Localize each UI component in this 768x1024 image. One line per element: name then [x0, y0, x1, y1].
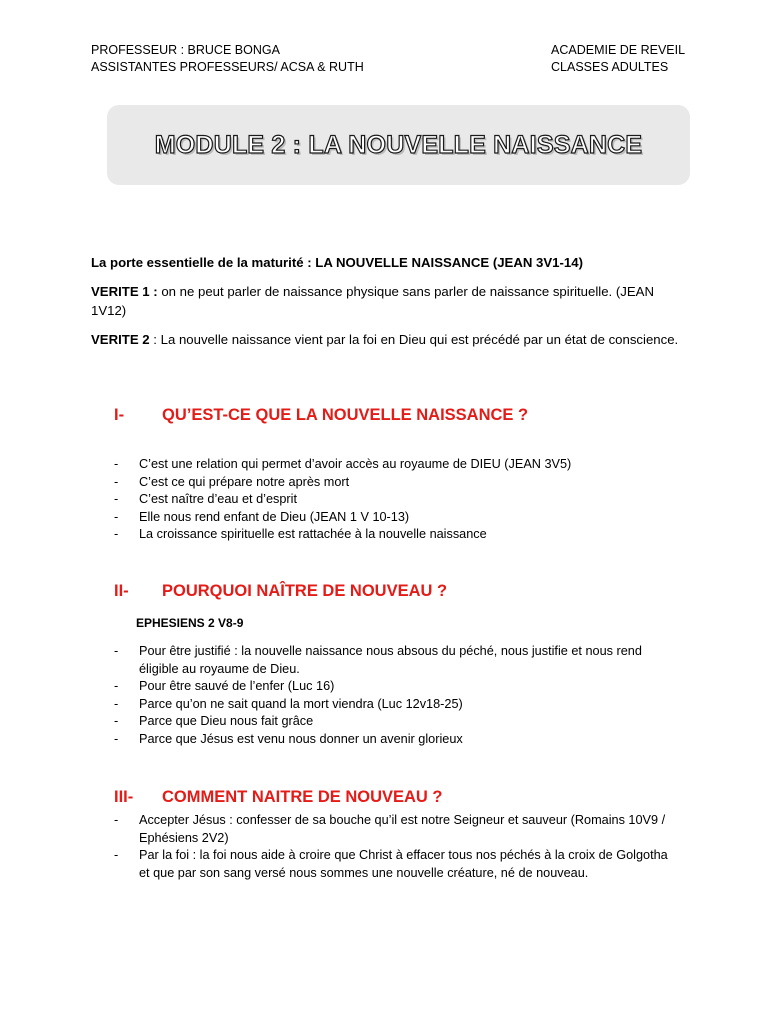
verite-2-label: VERITE 2 [91, 332, 150, 347]
verite-1 [91, 282, 691, 320]
list-item: - Pour être justifié : la nouvelle naissance nous absous du péché, nous justifie et nous rend éligible au royaume de Dieu. [114, 644, 642, 676]
section-1-number: I- [114, 406, 125, 424]
page-title: MODULE 2 : LA NOUVELLE NAISSANCE [154, 130, 643, 159]
list-item: - Par la foi : la foi nous aide à croire que Christ à effacer tous nos péchés à la croix de Golgotha et que par son sang versé nous sommes une nouvelle créature, né de nouveau. [114, 848, 668, 880]
section-2-list [114, 643, 674, 748]
section-1-list [114, 456, 674, 544]
list-item: - Accepter Jésus : confesser de sa bouche qu’il est notre Seigneur et sauveur (Romains 10V9 / Ephésiens 2V2) [114, 813, 666, 845]
section-3-list [114, 812, 674, 882]
section-2-title: POURQUOI NAÎTRE DE NOUVEAU ? [162, 582, 448, 600]
classes-line: CLASSES ADULTES [551, 60, 669, 74]
verite-2 [91, 330, 691, 349]
list-item: - Pour être sauvé de l’enfer (Luc 16) [114, 679, 335, 693]
professor-line: PROFESSEUR : BRUCE BONGA [91, 43, 280, 57]
verite-1-label: VERITE 1 : [91, 284, 158, 299]
list-item: - Elle nous rend enfant de Dieu (JEAN 1 V 10-13) [114, 509, 410, 524]
section-3-heading [114, 788, 443, 807]
list-item: - C’est naître d’eau et d’esprit [114, 492, 297, 506]
assistants-line: ASSISTANTES PROFESSEURS/ ACSA & RUTH [91, 60, 364, 74]
list-item: - C’est ce qui prépare notre après mort [114, 474, 350, 489]
section-3-title: COMMENT NAITRE DE NOUVEAU ? [162, 788, 443, 806]
list-item: - Parce que Dieu nous fait grâce [114, 714, 314, 728]
section-3-number: III- [114, 788, 134, 806]
intro-block [91, 253, 691, 359]
list-item: - Parce que Jésus est venu nous donner un avenir glorieux [114, 731, 463, 746]
verite-2-text: : La nouvelle naissance vient par la foi en Dieu qui est précédé par un état de conscience. [149, 332, 679, 347]
header-right [551, 42, 685, 76]
section-2-heading [114, 582, 447, 601]
header-left [91, 42, 364, 76]
academy-line: ACADEMIE DE REVEIL [551, 43, 686, 57]
section-1-heading [114, 406, 528, 425]
list-item: - C’est une relation qui permet d’avoir accès au royaume de DIEU (JEAN 3V5) [114, 457, 572, 471]
list-item: - La croissance spirituelle est rattachée à la nouvelle naissance [114, 527, 487, 541]
section-2-number: II- [114, 582, 129, 600]
list-item: - Parce qu’on ne sait quand la mort viendra (Luc 12v18-25) [114, 696, 463, 711]
section-1-title: QU’EST-CE QUE LA NOUVELLE NAISSANCE ? [162, 406, 529, 424]
title-banner [107, 105, 690, 185]
intro-line: La porte essentielle de la maturité : LA NOUVELLE NAISSANCE (JEAN 3V1-14) [91, 255, 583, 270]
verite-1-text: on ne peut parler de naissance physique sans parler de naissance spirituelle. (JEAN 1V12) [91, 284, 654, 318]
section-2-reference: EPHESIENS 2 V8-9 [136, 616, 244, 630]
